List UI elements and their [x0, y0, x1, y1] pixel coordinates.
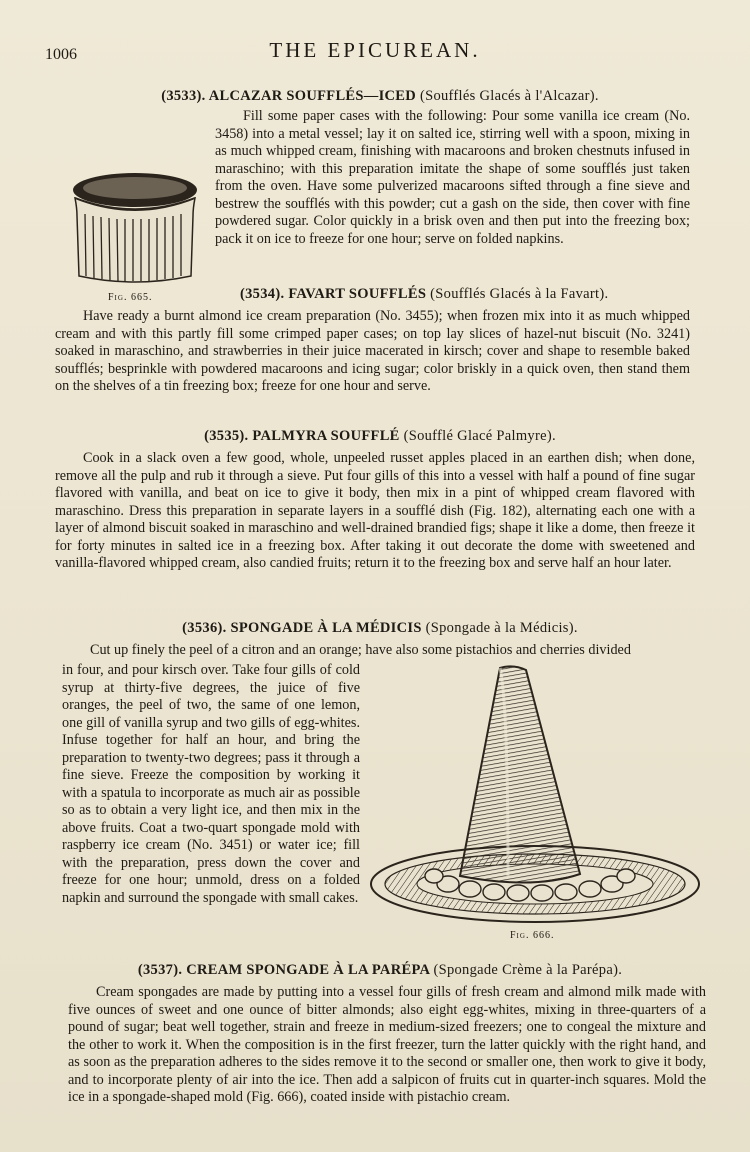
recipe-name: FAVART SOUFFLÉS	[288, 286, 427, 302]
recipe-number: (3536).	[182, 620, 227, 636]
recipe-subtitle: (Spongade Crème à la Parépa).	[433, 962, 623, 978]
recipe-3537-text: Cream spongades are made by putting into a vessel four gills of fresh cream and almond milk made with five ounces of sweet and one ounce of bitter almonds; also eight egg-whites, mixing in three-quarters of a pound of sugar; beat well together, strain and freeze in medium-sized freezers; one to congeal the mixture and the other to work it. When the composition is in the first freezer, turn the latter quickly with the right hand, and as soon as the preparation adheres to the sides remove it to the second or smaller one, then work to give it body, and to incorporate plenty of air into the ice. Then add a salpicon of fruits cut in quarter-inch squares. Mold the ice in a spongade-shaped mold (Fig. 666), coated inside with pistachio cream.	[68, 984, 706, 1105]
spongade-mold-illustration	[368, 664, 703, 929]
recipe-number: (3534).	[240, 286, 285, 302]
page-number: 1006	[45, 46, 77, 63]
recipe-3536-title	[100, 620, 660, 638]
recipe-subtitle: (Spongade à la Médicis).	[425, 620, 578, 636]
recipe-3536-intro	[62, 642, 697, 660]
recipe-3536-first-line: Cut up finely the peel of a citron and an orange; have also some pistachios and cherries divided	[90, 642, 631, 658]
running-header	[0, 38, 750, 68]
recipe-name: ALCAZAR SOUFFLÉS—ICED	[208, 88, 417, 104]
recipe-subtitle: (Soufflés Glacés à l'Alcazar).	[419, 88, 599, 104]
recipe-3537-title	[100, 962, 660, 980]
recipe-3535-title	[100, 428, 660, 446]
recipe-3537-body	[68, 984, 706, 1107]
recipe-name: CREAM SPONGADE À LA PARÉPA	[186, 962, 430, 978]
recipe-name: SPONGADE À LA MÉDICIS	[230, 620, 422, 636]
recipe-number: (3533).	[161, 88, 206, 104]
recipe-number: (3535).	[204, 428, 249, 444]
souffle-case-illustration	[65, 168, 205, 288]
recipe-3535-body	[55, 450, 695, 573]
recipe-3533-text: Fill some paper cases with the following: Pour some vanilla ice cream (No. 3458) into a metal vessel; lay it on salted ice, stirring well with a spoon, mixing in as much whipped cream, finishing with macaroons and broken chestnuts infused in maraschino; with this preparation imitate the shape of some soufflés just taken from the oven. Have some pulverized macaroons sifted through a fine sieve and bestrew the soufflés with this powder; cut a gash on the side, then cover with fine powdered sugar. Color quickly in a brisk oven and then put into the freezing box; pack it on ice to freeze for one hour; serve on folded napkins.	[215, 108, 690, 247]
running-title: THE EPICUREAN.	[269, 38, 481, 62]
recipe-3533-title	[120, 88, 640, 106]
recipe-subtitle: (Soufflé Glacé Palmyre).	[403, 428, 556, 444]
recipe-3536-text: in four, and pour kirsch over. Take four gills of cold syrup at thirty-five degrees, the juice of five oranges, the peel of two, the same of one lemon, one gill of vanilla syrup and two gills of egg-whites. Infuse together for half an hour, and bring the preparation to twenty-two degrees; pass it through a fine sieve. Freeze the composition by working it with a spatula to incorporate as much air as possible so as to obtain a very light ice, and then mix in the above fruits. Coat a two-quart spongade mold with raspberry ice cream (No. 3451) or water ice; fill with the preparation, press down the cover and freeze for one hour; unmold, dress on a folded napkin and surround the spongade with small cakes.	[62, 662, 360, 906]
recipe-subtitle: (Soufflés Glacés à la Favart).	[430, 286, 609, 302]
figure-665-caption: Fig. 665.	[108, 292, 153, 303]
figure-666-caption: Fig. 666.	[510, 930, 555, 941]
recipe-number: (3537).	[137, 962, 183, 978]
recipe-name: PALMYRA SOUFFLÉ	[252, 428, 400, 444]
recipe-3534-text: Have ready a burnt almond ice cream preparation (No. 3455); when frozen mix into it as much whipped cream and with this partly fill some crimped paper cases; on top lay slices of hazel-nut biscuit (No. 3241) soaked in maraschino, and strawberries in their juice macerated in kirsch; cover and shape to resemble baked soufflés; besprinkle with powdered macaroons and icing sugar; color briskly in a quick oven, then stand them on the shelves of a tin freezing box; freeze for one hour and serve.	[55, 308, 690, 394]
recipe-3536-body	[62, 662, 360, 907]
recipe-3534-body	[55, 308, 690, 396]
recipe-3535-text: Cook in a slack oven a few good, whole, unpeeled russet apples placed in an earthen dish; when done, remove all the pulp and rub it through a sieve. Put four gills of this into a vessel with half a pound of fine sugar flavored with vanilla, and beat on ice to give it body, then mix in a pint of whipped cream flavored with maraschino. Dress this preparation in separate layers in a soufflé dish (Fig. 182), alternating each one with a layer of almond biscuit soaked in maraschino and well-drained brandied figs; shape it like a dome, then freeze it for forty minutes in salted ice in a freezing box. After taking it out decorate the dome with sweetened and vanilla-flavored whipped cream, also candied fruits; return it to the freezing box and serve half an hour later.	[55, 450, 695, 571]
recipe-3534-title	[240, 286, 710, 304]
